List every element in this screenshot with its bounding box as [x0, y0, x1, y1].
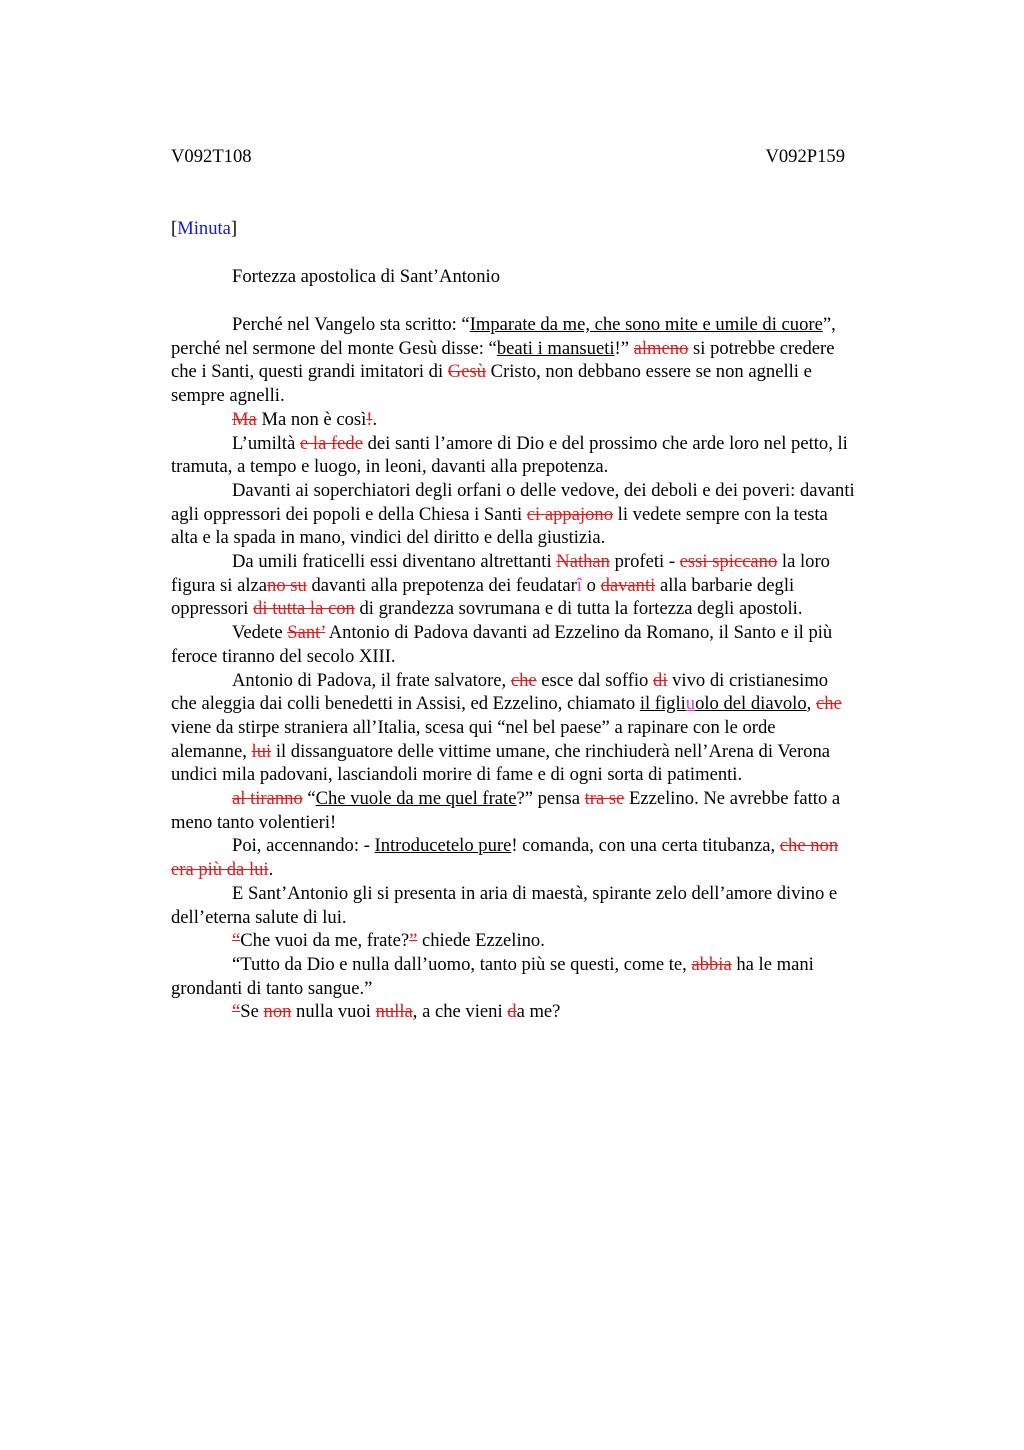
- text-line: [171, 526, 925, 550]
- text-run: che i Santi, questi grandi imitatori di: [171, 361, 448, 383]
- text-run: ha le mani: [731, 953, 814, 975]
- text-line: [171, 597, 925, 621]
- text-line: [171, 977, 925, 1001]
- underlined-text: Che vuole da me quel frate: [315, 788, 517, 810]
- text-run: si potrebbe credere: [688, 337, 835, 359]
- text-line: [171, 408, 925, 432]
- deleted-text: ”: [409, 930, 418, 952]
- deleted-text: che non: [779, 835, 839, 857]
- document-title: Fortezza apostolica di Sant’Antonio: [232, 266, 500, 287]
- text-line: [171, 669, 925, 693]
- text-line: [171, 621, 925, 645]
- text-run: Che vuoi da me, frate?: [240, 930, 410, 952]
- deleted-text: “: [232, 1001, 241, 1023]
- text-line: [171, 360, 925, 384]
- deleted-text: davanti: [600, 574, 656, 596]
- text-run: li vedete sempre con la testa: [613, 503, 828, 525]
- paragraph-12: [171, 953, 925, 1000]
- text-line: [171, 574, 925, 598]
- inserted-text: î: [576, 574, 582, 596]
- deleted-text: d: [507, 1001, 517, 1023]
- text-line: [171, 953, 925, 977]
- deleted-text: Ma: [232, 408, 257, 430]
- text-line: [171, 384, 925, 408]
- text-run: E Sant’Antonio gli si presenta in aria di maestà, spirante zelo dell’amore divino e: [232, 882, 838, 904]
- deleted-text: Nathan: [556, 551, 610, 573]
- text-run: ?” pensa: [516, 788, 585, 810]
- paragraph-11: [171, 929, 925, 953]
- paragraph-4: [171, 479, 925, 550]
- text-run: vivo di cristianesimo: [667, 669, 829, 691]
- document-code-right: V092P159: [765, 146, 845, 167]
- deleted-text: al tiranno: [232, 788, 303, 810]
- text-run: .: [372, 408, 378, 430]
- paragraph-6: [171, 621, 925, 668]
- text-line: [171, 503, 925, 527]
- text-run: alla barbarie degli: [655, 574, 795, 596]
- text-run: .: [268, 859, 274, 881]
- text-run: o: [581, 574, 601, 596]
- page-header: [171, 146, 845, 168]
- paragraph-1: [171, 313, 925, 408]
- text-run: agli oppressori dei popoli e della Chiesa i Santi: [171, 503, 527, 525]
- text-run: alemanne,: [171, 740, 252, 762]
- text-run: profeti -: [609, 551, 680, 573]
- paragraph-8: [171, 787, 925, 834]
- deleted-text: e la fede: [300, 432, 363, 454]
- deleted-text: di: [653, 669, 668, 691]
- text-run: Davanti ai soperchiatori degli orfani o delle vedove, dei deboli e dei poveri: davanti: [232, 479, 855, 501]
- text-run: meno tanto volentieri!: [171, 811, 337, 833]
- deleted-text: no su: [267, 574, 307, 596]
- text-run: grondanti di tanto sangue.”: [171, 977, 373, 999]
- text-line: [171, 763, 925, 787]
- text-run: la loro: [777, 551, 830, 573]
- text-run: Ezzelino. Ne avrebbe fatto a: [624, 788, 841, 810]
- tag-close-bracket: ]: [230, 218, 238, 239]
- text-line: [171, 313, 925, 337]
- text-run: viene da stirpe straniera all’Italia, scesa qui “nel bel paese” a rapinare con le orde: [171, 716, 776, 738]
- text-run: undici mila padovani, lasciandoli morire di fame e di ogni sorta di patimenti.: [171, 764, 743, 786]
- text-line: [171, 787, 925, 811]
- deleted-text: !: [366, 408, 373, 430]
- deleted-text: Sant’: [287, 622, 326, 644]
- text-run: Vedete: [232, 622, 288, 644]
- text-run: “Tutto da Dio e nulla dall’uomo, tanto più se questi, come te,: [232, 953, 692, 975]
- paragraph-7: [171, 669, 925, 788]
- text-line: [171, 692, 925, 716]
- text-line: [171, 858, 925, 882]
- text-line: [171, 716, 925, 740]
- deleted-text: Gesù: [447, 361, 487, 383]
- paragraph-9: [171, 834, 925, 881]
- text-run: chiede Ezzelino.: [417, 930, 545, 952]
- text-run: Ma non è così: [256, 408, 367, 430]
- minuta-link[interactable]: Minuta: [177, 218, 231, 239]
- deleted-text: almeno: [633, 337, 689, 359]
- text-line: [171, 882, 925, 906]
- text-line: [171, 834, 925, 858]
- deleted-text: era più da lui: [171, 859, 269, 881]
- text-line: [171, 906, 925, 930]
- deleted-text: tra se: [584, 788, 625, 810]
- text-line: [171, 432, 925, 456]
- deleted-text: non: [263, 1001, 292, 1023]
- document-body: [171, 313, 925, 1024]
- paragraph-10: [171, 882, 925, 929]
- underlined-text: beati i mansueti: [496, 337, 615, 359]
- text-line: [171, 1000, 925, 1024]
- text-line: [171, 550, 925, 574]
- document-code-left: V092T108: [171, 146, 252, 167]
- text-run: L’umiltà: [232, 432, 301, 454]
- text-line: [171, 740, 925, 764]
- text-line: [171, 929, 925, 953]
- tag-open-bracket: [: [171, 218, 178, 239]
- deleted-text: “: [232, 930, 241, 952]
- deleted-text: nulla: [375, 1001, 413, 1023]
- deleted-text: che: [815, 693, 842, 715]
- text-run: alta e la spada in mano, vindici del diritto e della giustizia.: [171, 527, 606, 549]
- paragraph-13: [171, 1000, 925, 1024]
- inserted-text: u: [685, 693, 696, 715]
- text-run: a me?: [516, 1001, 561, 1023]
- text-run: dei santi l’amore di Dio e del prossimo che arde loro nel petto, li: [362, 432, 848, 454]
- text-run: Antonio di Padova davanti ad Ezzelino da Romano, il Santo e il più: [325, 622, 833, 644]
- deleted-text: essi spiccano: [679, 551, 778, 573]
- text-line: [171, 479, 925, 503]
- deleted-text: che: [510, 669, 537, 691]
- text-run: figura si alza: [171, 574, 268, 596]
- paragraph-2: [171, 408, 925, 432]
- deleted-text: ci appajono: [526, 503, 614, 525]
- text-run: di grandezza sovrumana e di tutta la fortezza degli apostoli.: [354, 598, 803, 620]
- text-run: perché nel sermone del monte Gesù disse: “: [171, 337, 497, 359]
- text-run: “: [302, 788, 316, 810]
- paragraph-5: [171, 550, 925, 621]
- text-run: il dissanguatore delle vittime umane, che rinchiuderà nell’Arena di Verona: [271, 740, 830, 762]
- text-line: [171, 645, 925, 669]
- text-run: che aleggia dai colli benedetti in Assisi, ed Ezzelino, chiamato: [171, 693, 640, 715]
- underlined-text: il figli: [639, 693, 686, 715]
- draft-tag: [171, 218, 237, 240]
- text-run: esce dal soffio: [536, 669, 654, 691]
- text-run: Se: [240, 1001, 264, 1023]
- paragraph-3: [171, 432, 925, 479]
- text-run: oppressori: [171, 598, 254, 620]
- text-run: Da umili fraticelli essi diventano altrettanti: [232, 551, 557, 573]
- underlined-text: Imparate da me, che sono mite e umile di cuore: [469, 314, 823, 335]
- text-run: !”: [614, 337, 634, 359]
- text-run: Cristo, non debbano essere se non agnelli e: [486, 361, 812, 383]
- text-run: Poi, accennando: -: [232, 835, 375, 857]
- text-run: , a che vieni: [412, 1001, 508, 1023]
- text-line: [171, 337, 925, 361]
- deleted-text: abbia: [691, 953, 732, 975]
- text-run: ! comanda, con una certa titubanza,: [511, 835, 780, 857]
- deleted-text: di tutta la con: [253, 598, 355, 620]
- text-run: tramuta, a tempo e luogo, in leoni, davanti alla prepotenza.: [171, 456, 609, 478]
- underlined-text: olo del diavolo: [695, 693, 807, 715]
- deleted-text: lui: [251, 740, 272, 762]
- underlined-text: Introducetelo pure: [374, 835, 512, 857]
- text-run: ”,: [822, 314, 836, 335]
- text-line: [171, 811, 925, 835]
- text-run: ,: [806, 693, 816, 715]
- text-run: Antonio di Padova, il frate salvatore,: [232, 669, 511, 691]
- text-line: [171, 455, 925, 479]
- text-run: Perché nel Vangelo sta scritto: “: [232, 314, 470, 335]
- text-run: feroce tiranno del secolo XIII.: [171, 645, 396, 667]
- text-run: davanti alla prepotenza dei feudatar: [306, 574, 577, 596]
- text-run: sempre agnelli.: [171, 385, 285, 407]
- text-run: nulla vuoi: [291, 1001, 376, 1023]
- text-run: dell’eterna salute di lui.: [171, 906, 347, 928]
